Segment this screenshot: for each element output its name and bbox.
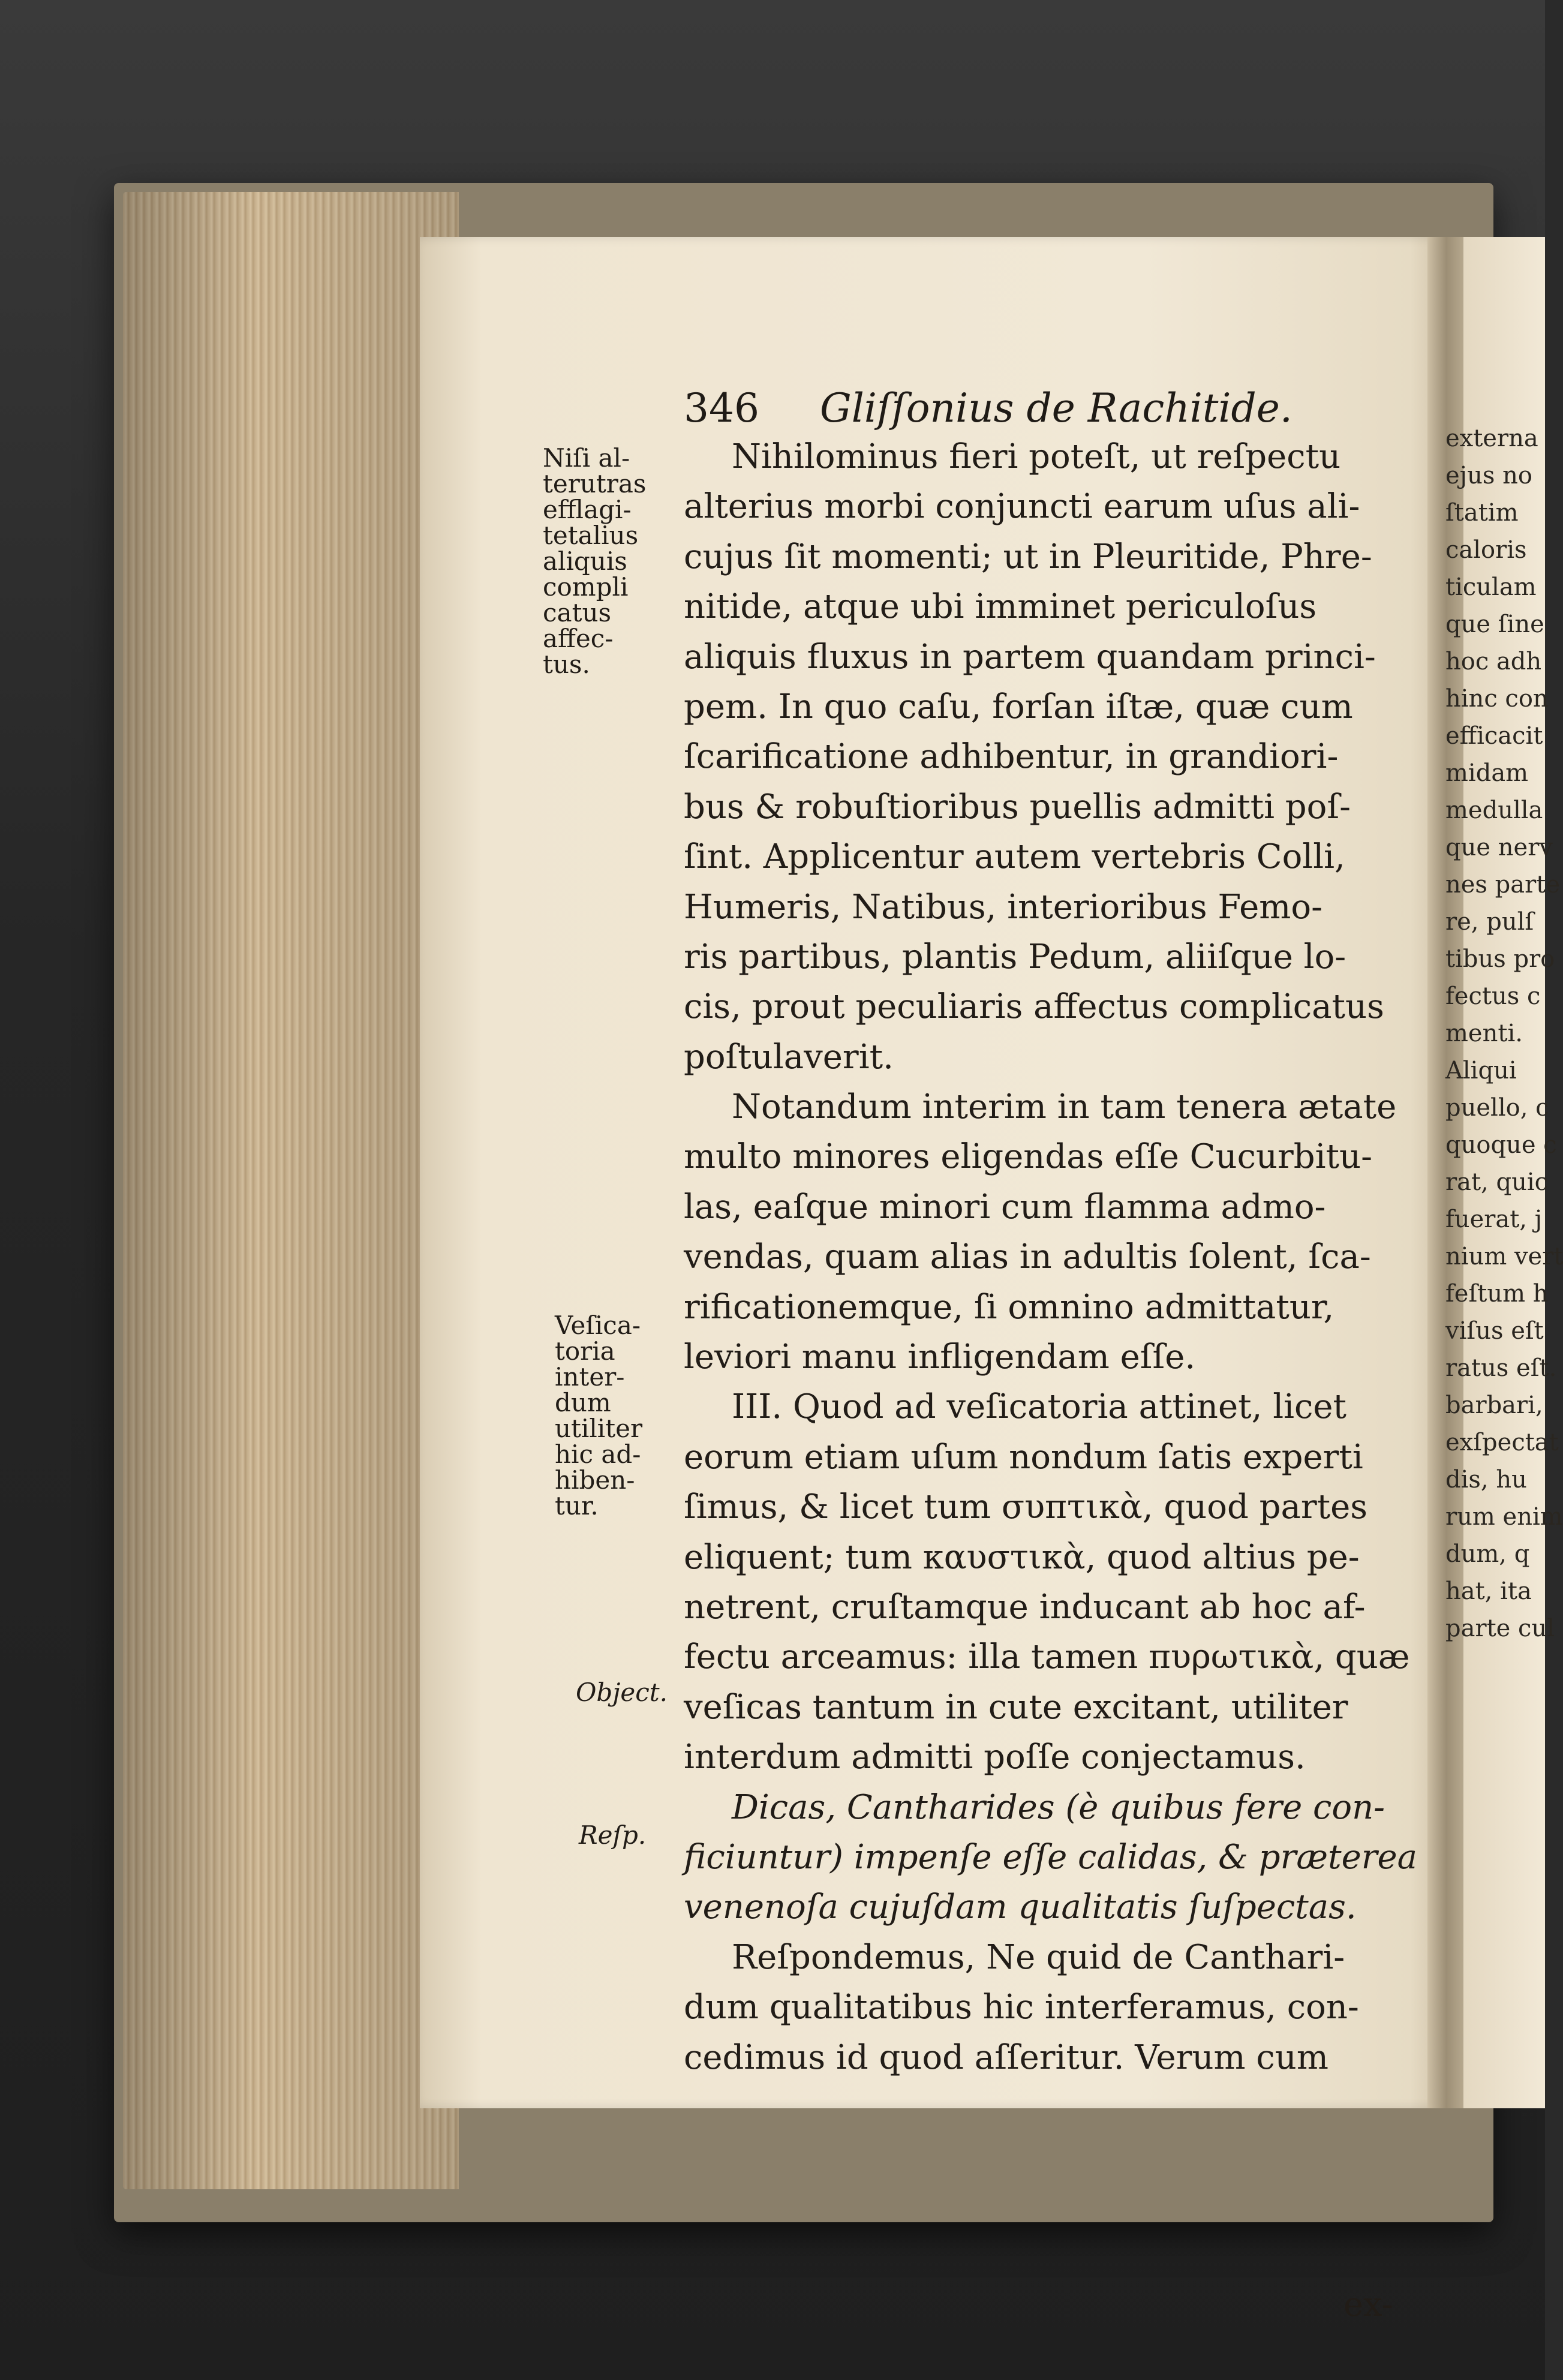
facing-page-fragments (1445, 420, 1563, 1647)
side-note-line: affec- (543, 624, 614, 653)
facing-page-line: que ſine (1445, 611, 1544, 638)
text-line: ſcarificatione adhibentur, in grandiori- (684, 737, 1339, 777)
text-line: ficiuntur) impenſe eſſe calidas, & præterea (684, 1837, 1418, 1877)
facing-page-line: rum enim (1445, 1503, 1563, 1531)
facing-page-line: hoc adh (1445, 648, 1542, 675)
side-note-line: efflagi- (543, 495, 632, 524)
facing-page-line: nium vert (1445, 1243, 1563, 1270)
running-header (684, 385, 1433, 431)
facing-page-line: ſtatim (1445, 499, 1519, 527)
facing-page-line: feſtum h (1445, 1280, 1549, 1308)
facing-page-line: que nerv (1445, 834, 1553, 861)
facing-page-line: Aliqui (1445, 1057, 1517, 1084)
facing-page-line: exſpectat (1445, 1429, 1559, 1456)
facing-page-line: externa (1445, 425, 1538, 452)
text-line: bus & robuſtioribus puellis admitti poſ- (684, 787, 1351, 827)
text-line: interdum admitti poſſe conjectamus. (684, 1738, 1306, 1777)
text-line: Notandum interim in tam tenera ætate (732, 1087, 1397, 1127)
side-note-line: hiben- (555, 1465, 635, 1495)
text-line: eliquent; tum καυστικὰ, quod altius pe- (684, 1537, 1360, 1577)
side-note-line: toria (555, 1336, 615, 1366)
facing-page-line: menti. (1445, 1020, 1523, 1047)
text-line: Reſpondemus, Ne quid de Canthari- (732, 1937, 1345, 1977)
side-note-line: catus (543, 598, 612, 627)
text-line: Humeris, Natibus, interioribus Femo- (684, 887, 1323, 927)
text-line: dum qualitatibus hic interferamus, con- (684, 1988, 1359, 2027)
text-line: Dicas, Cantharides (è quibus fere con- (732, 1787, 1385, 1827)
side-note-line: compli (543, 572, 629, 602)
side-note-line: Niſi al- (543, 443, 630, 473)
text-line: ris partibus, plantis Pedum, aliiſque lo- (684, 937, 1346, 976)
side-note-line: aliquis (543, 546, 627, 576)
text-line: poſtulaverit. (684, 1037, 894, 1077)
facing-page-line: tibus pro (1445, 945, 1555, 973)
facing-page-line: dum, q (1445, 1540, 1530, 1568)
text-line: aliquis fluxus in partem quandam princi- (684, 637, 1376, 677)
side-note-line: dum (555, 1388, 611, 1417)
text-line: cujus ſit momenti; ut in Pleuritide, Phre- (684, 537, 1372, 576)
facing-page-line: re, pulſ (1445, 908, 1534, 936)
side-note-line: Veſica- (555, 1311, 641, 1340)
facing-page-line: dis, hu (1445, 1466, 1527, 1493)
text-line: cedimus id quod aſſeritur. Verum cum (684, 2038, 1328, 2077)
side-note-line: tetalius (543, 521, 639, 550)
text-line: multo minores eligendas eſſe Cucurbitu- (684, 1137, 1373, 1177)
side-note-nisi (543, 445, 646, 677)
facing-page-line: viſus eſt (1445, 1317, 1544, 1345)
facing-page-line: ejus no (1445, 462, 1532, 489)
facing-page-line: ticulam (1445, 573, 1537, 601)
text-line: netrent, cruſtamque inducant ab hoc af- (684, 1587, 1366, 1627)
text-line: III. Quod ad veſicatoria attinet, licet (732, 1387, 1347, 1427)
text-line: vendas, quam alias in adultis ſolent, ſca- (684, 1237, 1371, 1277)
side-note-line: tur. (555, 1491, 599, 1520)
text-line: ſint. Applicentur autem vertebris Colli, (684, 837, 1345, 877)
side-note-line: inter- (555, 1362, 625, 1392)
text-line: eorum etiam uſum nondum ſatis experti (684, 1437, 1363, 1477)
text-line: leviori manu infligendam eſſe. (684, 1338, 1196, 1377)
text-line: fectu arceamus: illa tamen πυρωτικὰ, quæ (684, 1637, 1410, 1677)
facing-page-line: midam (1445, 759, 1529, 787)
side-note-line: Object. (576, 1678, 668, 1707)
text-line: Nihilominus fieri poteſt, ut reſpectu (732, 437, 1341, 476)
facing-page-line: ratus eſt. (1445, 1354, 1557, 1382)
facing-page-line: fectus c (1445, 982, 1541, 1010)
catchword: ex- (1343, 2285, 1393, 2324)
main-text-block (684, 432, 1433, 2082)
side-note-line: Reſp. (579, 1820, 647, 1850)
text-line: veſicas tantum in cute excitant, utiliter (684, 1687, 1348, 1727)
facing-page-line: nes parte (1445, 871, 1560, 898)
text-line: pem. In quo caſu, forſan iſtæ, quæ cum (684, 687, 1353, 726)
page-edges (123, 192, 459, 2189)
facing-page-line: rat, quic (1445, 1168, 1549, 1196)
text-line: ſimus, & licet tum συπτικὰ, quod partes (684, 1488, 1367, 1527)
facing-page-line: fuerat, j (1445, 1206, 1543, 1233)
facing-page-line: hat, ita (1445, 1577, 1532, 1605)
text-line: las, eaſque minori cum flamma admo- (684, 1187, 1326, 1227)
side-note-line: utiliter (555, 1414, 643, 1443)
page-number: 346 (684, 385, 759, 431)
running-title: Gliſſonius de Rachitide. (819, 385, 1293, 431)
text-line: nitide, atque ubi imminet periculoſus (684, 587, 1317, 627)
facing-page-line: quoque c (1445, 1131, 1557, 1159)
side-note-line: hic ad- (555, 1440, 641, 1469)
side-note-object (576, 1679, 668, 1705)
text-line: alterius morbi conjuncti earum uſus ali- (684, 487, 1360, 527)
side-note-line: tus. (543, 650, 590, 679)
facing-page-line: barbari, (1445, 1392, 1543, 1419)
facing-page-line: puello, c (1445, 1094, 1549, 1122)
text-line: cis, prout peculiaris affectus complicatus (684, 987, 1384, 1027)
side-note-line: terutras (543, 469, 647, 498)
side-note-vesicatoria (555, 1312, 642, 1519)
facing-page-line: hinc con (1445, 685, 1549, 713)
facing-page-line: medulla (1445, 797, 1543, 824)
facing-page-line: parte cul (1445, 1615, 1555, 1642)
facing-page-line: efficacit (1445, 722, 1543, 750)
facing-page-line: caloris (1445, 536, 1527, 564)
text-line: rificationemque, ſi omnino admittatur, (684, 1287, 1334, 1327)
text-line: venenoſa cujuſdam qualitatis ſuſpectas. (684, 1888, 1357, 1927)
side-note-resp (579, 1822, 646, 1848)
